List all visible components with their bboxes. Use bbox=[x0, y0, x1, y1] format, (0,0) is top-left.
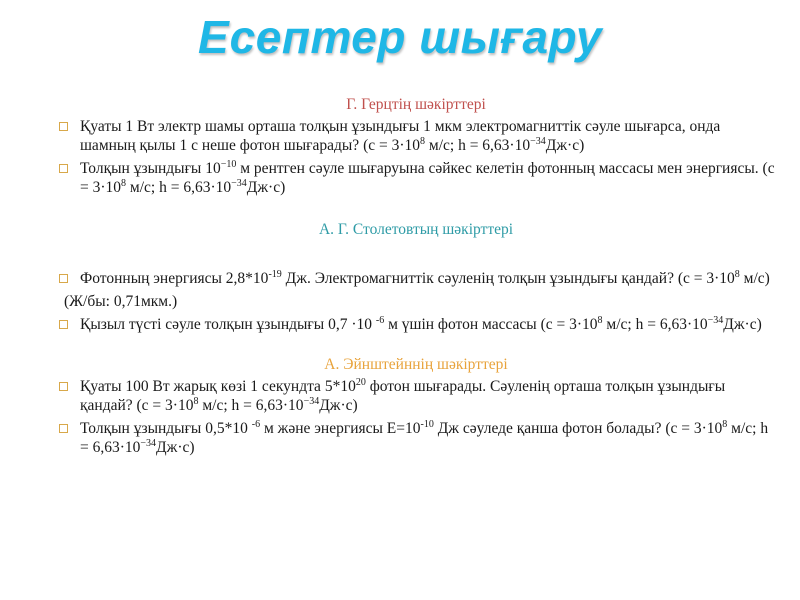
problem-item bbox=[56, 159, 776, 197]
text-segment: Қызыл түсті сәуле толқын ұзындығы 0,7 ·10 bbox=[80, 316, 376, 333]
text-segment: Қуаты 1 Вт электр шамы орташа толқын ұзындығы 1 мкм электромагниттік сәуле шығарса, онда шамның қылы 1 с неше фотон шығарады? (c = 3·10 bbox=[80, 118, 721, 154]
exponent: -6 bbox=[251, 419, 261, 430]
text-segment: м/с; h = 6,63·10 bbox=[126, 179, 232, 196]
text-segment: Дж·с) bbox=[723, 316, 762, 333]
section-heading-einstein: А. Эйнштейннің шәкірттері bbox=[324, 356, 508, 373]
exponent: -6 bbox=[375, 315, 385, 326]
exponent: 8 bbox=[121, 178, 127, 189]
exponent: −34 bbox=[303, 396, 320, 407]
problem-text bbox=[80, 270, 770, 287]
exponent: -19 bbox=[268, 269, 282, 280]
problem-item bbox=[56, 117, 776, 155]
checkbox-bullet-icon bbox=[59, 122, 68, 131]
checkbox-bullet-icon bbox=[59, 274, 68, 283]
text-segment: м/с; h = 6,63·10 bbox=[602, 316, 708, 333]
text-segment: м/с; h = 6,63·10 bbox=[425, 137, 531, 154]
slide-content bbox=[56, 95, 776, 461]
section-heading-hertz: Г. Герцтің шәкірттері bbox=[346, 96, 486, 113]
text-segment: Дж сәуледе қанша фотон болады? (c = 3·10 bbox=[433, 420, 723, 437]
exponent: 8 bbox=[734, 269, 740, 280]
exponent: −34 bbox=[530, 136, 546, 147]
section-heading-stoletov: А. Г. Столетовтың шәкірттері bbox=[318, 221, 514, 238]
problem-text bbox=[80, 378, 725, 414]
problem-text bbox=[80, 420, 768, 456]
problem-text bbox=[80, 316, 762, 333]
exponent: 8 bbox=[597, 315, 603, 326]
problem-item bbox=[56, 269, 776, 288]
problem-item bbox=[56, 419, 776, 457]
text-segment: Дж·с) bbox=[156, 439, 195, 456]
text-segment: м/с; h = 6,63·10 bbox=[198, 397, 304, 414]
exponent: −10 bbox=[220, 159, 237, 170]
text-segment: Толқын ұзындығы 0,5*10 bbox=[80, 420, 252, 437]
exponent: 20 bbox=[355, 377, 366, 388]
checkbox-bullet-icon bbox=[59, 382, 68, 391]
slide-title: Есептер шығару bbox=[197, 11, 603, 63]
text-segment: Қуаты 100 Вт жарық көзі 1 секундта 5*10 bbox=[80, 378, 356, 395]
checkbox-bullet-icon bbox=[59, 320, 68, 329]
exponent: −34 bbox=[231, 178, 247, 189]
text-segment: м үшін фотон массасы (c = 3·10 bbox=[384, 316, 598, 333]
text-segment: м рентген сәуле шығаруына сәйкес келетін фотонның массасы мен энергиясы. (c = 3·10 bbox=[80, 160, 775, 196]
exponent: -10 bbox=[420, 419, 434, 430]
text-segment: фотон шығарады. Сәуленің орташа толқын ұзындығы қандай? (c = 3·10 bbox=[80, 378, 726, 414]
problem-item bbox=[56, 315, 776, 334]
problem-item bbox=[56, 377, 776, 415]
text-segment: Дж·с) bbox=[246, 179, 286, 196]
exponent: 8 bbox=[722, 419, 728, 430]
text-segment: Толқын ұзындығы 10 bbox=[80, 160, 221, 177]
text-segment: м/с; h = 6,63·10 bbox=[80, 420, 769, 456]
text-segment: Дж·с) bbox=[319, 397, 358, 414]
exponent: 8 bbox=[193, 396, 199, 407]
text-segment: м және энергиясы E=10 bbox=[260, 420, 421, 437]
checkbox-bullet-icon bbox=[59, 164, 68, 173]
text-segment: м/с) bbox=[739, 270, 770, 287]
exponent: −34 bbox=[140, 438, 157, 449]
exponent: −34 bbox=[707, 315, 724, 326]
text-segment: Дж·с) bbox=[545, 137, 585, 154]
answer-text: (Ж/бы: 0,71мкм.) bbox=[64, 293, 178, 310]
problem-text bbox=[80, 118, 720, 154]
exponent: 8 bbox=[420, 136, 426, 147]
text-segment: Дж. Электромагниттік сәуленің толқын ұзындығы қандай? (c = 3·10 bbox=[281, 270, 735, 287]
checkbox-bullet-icon bbox=[59, 424, 68, 433]
text-segment: Фотонның энергиясы 2,8*10 bbox=[80, 270, 269, 287]
problem-text bbox=[80, 160, 775, 196]
